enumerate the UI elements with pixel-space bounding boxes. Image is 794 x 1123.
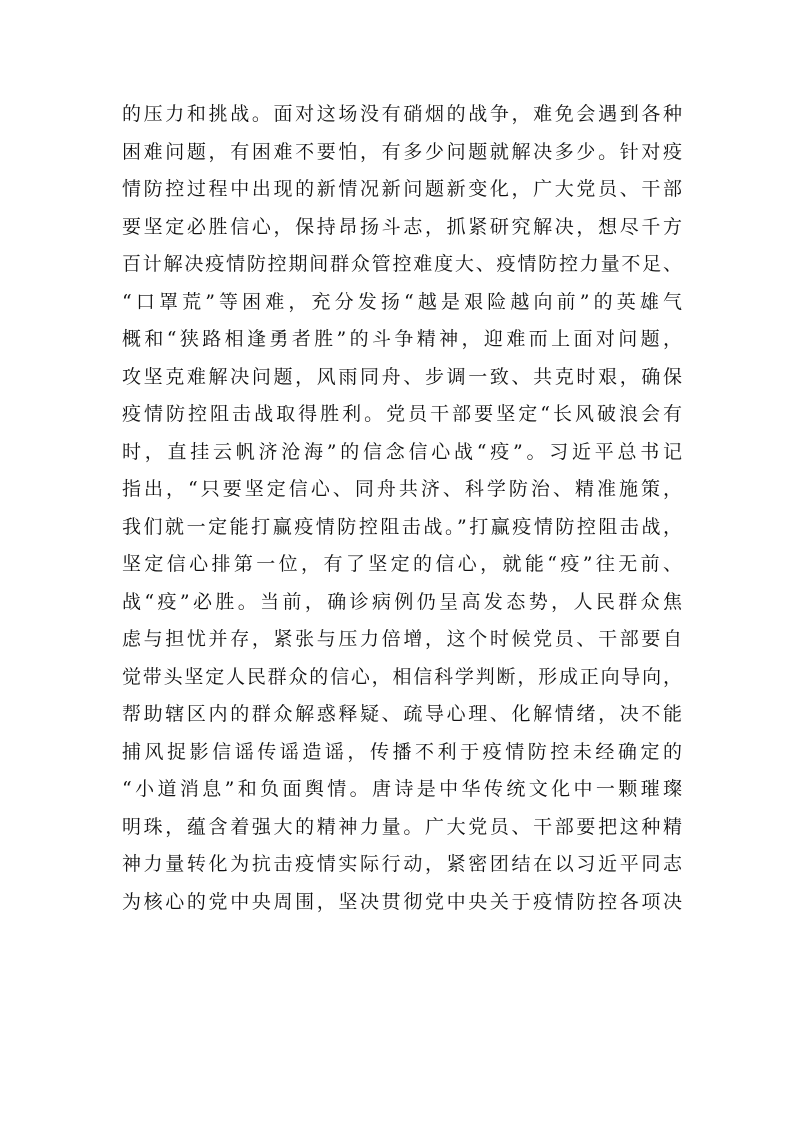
text-line: 帮助辖区内的群众解惑释疑、疏导心理、化解情绪，决不能	[122, 703, 682, 725]
text-line: 概和“狭路相逢勇者胜”的斗争精神，迎难而上面对问题，	[122, 328, 682, 350]
text-line: 指出，“只要坚定信心、同舟共济、科学防治、精准施策，	[122, 478, 682, 500]
text-line: 困难问题，有困难不要怕，有多少问题就解决多少。针对疫	[122, 140, 682, 163]
text-line: 攻坚克难解决问题，风雨同舟、步调一致、共克时艰，确保	[122, 365, 682, 388]
text-line: 疫情防控阻击战取得胜利。党员干部要坚定“长风破浪会有	[122, 403, 682, 425]
text-line: 要坚定必胜信心，保持昂扬斗志，抓紧研究解决，想尽千方	[122, 215, 682, 238]
text-line: 坚定信心排第一位，有了坚定的信心，就能“疫”往无前、	[122, 553, 682, 575]
text-line: 情防控过程中出现的新情况新问题新变化，广大党员、干部	[122, 178, 682, 200]
text-line: 为核心的党中央周围，坚决贯彻党中央关于疫情防控各项决	[122, 890, 682, 913]
text-line: 明珠，蕴含着强大的精神力量。广大党员、干部要把这种精	[122, 815, 682, 838]
text-line: “口罩荒”等困难，充分发扬“越是艰险越向前”的英雄气	[122, 290, 682, 313]
text-line: “小道消息”和负面舆情。唐诗是中华传统文化中一颗璀璨	[122, 778, 682, 800]
text-line: 的压力和挑战。面对这场没有硝烟的战争，难免会遇到各种	[122, 103, 682, 125]
body-text	[122, 96, 682, 921]
text-line: 百计解决疫情防控期间群众管控难度大、疫情防控力量不足、	[122, 253, 682, 275]
text-line: 捕风捉影信谣传谣造谣，传播不利于疫情防控未经确定的	[122, 740, 682, 763]
text-line: 我们就一定能打赢疫情防控阻击战。”打赢疫情防控阻击战，	[122, 515, 682, 538]
text-line: 时，直挂云帆济沧海”的信念信心战“疫”。习近平总书记	[122, 440, 682, 463]
text-line: 战“疫”必胜。当前，确诊病例仍呈高发态势，人民群众焦	[122, 590, 682, 613]
text-line: 虑与担忧并存，紧张与压力倍增，这个时候党员、干部要自	[122, 628, 682, 650]
text-line: 觉带头坚定人民群众的信心，相信科学判断，形成正向导向，	[122, 665, 682, 688]
text-line: 神力量转化为抗击疫情实际行动，紧密团结在以习近平同志	[122, 853, 682, 875]
